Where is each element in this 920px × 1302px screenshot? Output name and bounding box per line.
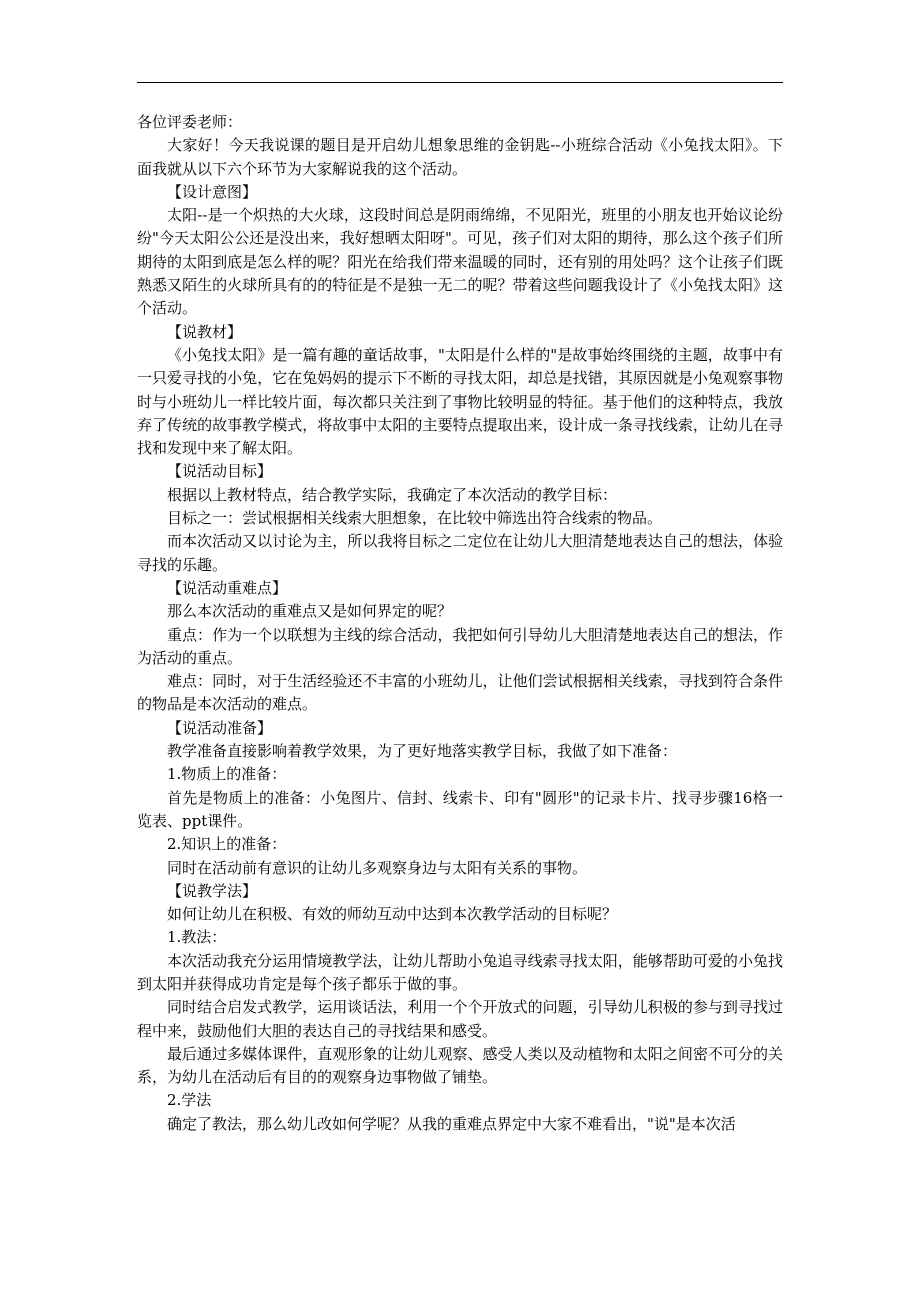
paragraph: 同时结合启发式教学，运用谈话法，利用一个个开放式的问题，引导幼儿积极的参与到寻找过程中来，鼓励他们大胆的表达自己的寻找结果和感受。: [137, 998, 783, 1040]
paragraph: 如何让幼儿在积极、有效的师幼互动中达到本次教学活动的目标呢？: [167, 905, 618, 924]
paragraph: 1.教法：: [167, 928, 227, 947]
paragraph: 1.物质上的准备：: [167, 765, 287, 784]
paragraph: 大家好！今天我说课的题目是开启幼儿想象思维的金钥匙--小班综合活动《小兔找太阳》。下面我就从以下六个环节为大家解说我的这个活动。: [137, 136, 783, 178]
section-heading: 【设计意图】: [167, 182, 258, 201]
paragraph: 2.知识上的准备：: [167, 835, 287, 854]
header-rule: [137, 82, 783, 83]
paragraph: 太阳--是一个炽热的大火球，这段时间总是阴雨绵绵，不见阳光，班里的小朋友也开始议论纷纷"今天太阳公公还是没出来，我好想晒太阳呀"。可见，孩子们对太阳的期待，那么这个孩子们所期待的太阳到底是怎么样的呢？阳光在给我们带来温暖的同时，还有别的用处吗？这个让孩子们既熟悉又陌生的火球所具有的的特征是不是独一无二的呢？带着这些问题我设计了《小兔找太阳》这个活动。: [137, 206, 783, 318]
paragraph: 而本次活动又以讨论为主，所以我将目标之二定位在让幼儿大胆清楚地表达自己的想法，体验寻找的乐趣。: [137, 532, 783, 574]
paragraph: 重点：作为一个以联想为主线的综合活动，我把如何引导幼儿大胆清楚地表达自己的想法，作为活动的重点。: [137, 625, 783, 667]
section-heading: 【说教材】: [167, 322, 243, 341]
paragraph: 首先是物质上的准备：小兔图片、信封、线索卡、印有"圆形"的记录卡片、找寻步骤16格一览表、ppt课件。: [137, 788, 783, 830]
paragraph: 确定了教法，那么幼儿改如何学呢？从我的重难点界定中大家不难看出，"说"是本次活: [167, 1114, 736, 1133]
paragraph: 2.学法: [167, 1091, 212, 1110]
section-heading: 【说活动目标】: [167, 462, 273, 481]
paragraph: 那么本次活动的重难点又是如何界定的呢？: [167, 602, 453, 621]
paragraph: 《小兔找太阳》是一篇有趣的童话故事，"太阳是什么样的"是故事始终围绕的主题，故事中有一只爱寻找的小兔，它在兔妈妈的提示下不断的寻找太阳，却总是找错，其原因就是小兔观察事物时与小班幼儿一样比较片面，每次都只关注到了事物比较明显的特征。基于他们的这种特点，我放弃了传统的故事教学模式，将故事中太阳的主要特点提取出来，设计成一条寻找线索，让幼儿在寻找和发现中来了解太阳。: [137, 345, 783, 458]
paragraph: 本次活动我充分运用情境教学法，让幼儿帮助小兔追寻线索寻找太阳，能够帮助可爱的小兔找到太阳并获得成功肯定是每个孩子都乐于做的事。: [137, 951, 783, 993]
paragraph: 目标之一：尝试根据相关线索大胆想象，在比较中筛选出符合线索的物品。: [167, 509, 663, 528]
paragraph: 最后通过多媒体课件，直观形象的让幼儿观察、感受人类以及动植物和太阳之间密不可分的关系，为幼儿在活动后有目的的观察身边事物做了铺垫。: [137, 1044, 783, 1087]
paragraph: 教学准备直接影响着教学效果，为了更好地落实教学目标，我做了如下准备：: [167, 742, 678, 761]
document-body: [137, 111, 783, 1136]
salutation: 各位评委老师：: [137, 113, 243, 131]
paragraph: 难点：同时，对于生活经验还不丰富的小班幼儿，让他们尝试根据相关线索，寻找到符合条件的物品是本次活动的难点。: [137, 672, 783, 714]
section-heading: 【说活动准备】: [167, 718, 273, 737]
section-heading: 【说活动重难点】: [167, 578, 288, 597]
paragraph: 根据以上教材特点，结合教学实际，我确定了本次活动的教学目标：: [167, 485, 618, 504]
paragraph: 同时在活动前有意识的让幼儿多观察身边与太阳有关系的事物。: [167, 858, 588, 877]
section-heading: 【说教学法】: [167, 881, 258, 900]
